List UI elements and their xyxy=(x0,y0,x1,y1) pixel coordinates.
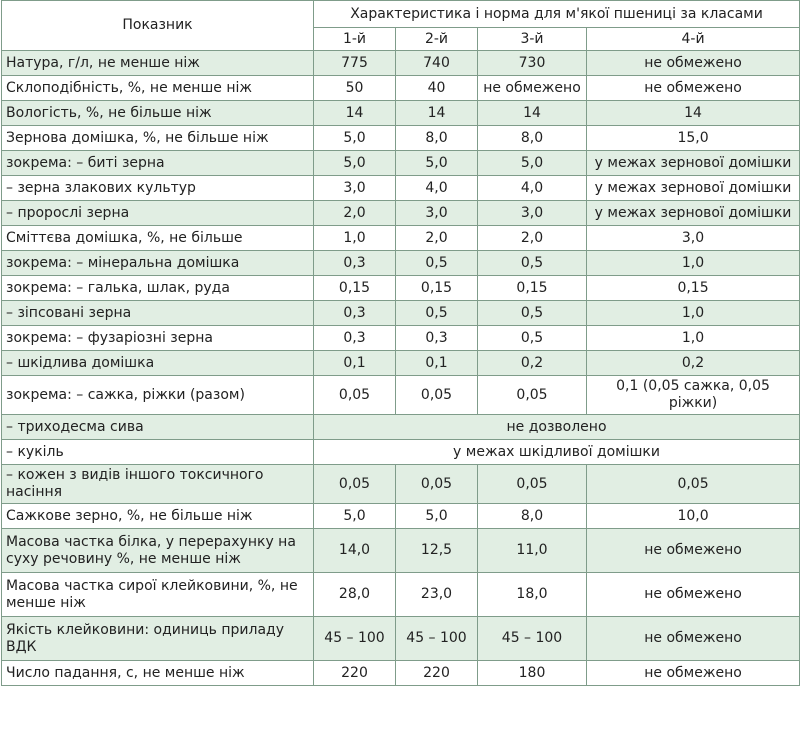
cell-class-4: 15,0 xyxy=(587,126,800,151)
cell-class-3: 11,0 xyxy=(478,529,587,573)
cell-class-1: 14,0 xyxy=(314,529,396,573)
cell-class-1: 0,3 xyxy=(314,251,396,276)
cell-class-2: 740 xyxy=(396,51,478,76)
row-label: зокрема: – сажка, ріжки (разом) xyxy=(2,376,314,415)
cell-class-1: 28,0 xyxy=(314,573,396,617)
cell-class-2: 12,5 xyxy=(396,529,478,573)
table-row xyxy=(2,301,800,326)
table-row xyxy=(2,151,800,176)
cell-class-1: 14 xyxy=(314,101,396,126)
row-label: – шкідлива домішка xyxy=(2,351,314,376)
cell-class-4: 1,0 xyxy=(587,326,800,351)
cell-class-4: 0,2 xyxy=(587,351,800,376)
row-label: – кожен з видів іншого токсичного насіння xyxy=(2,465,314,504)
cell-class-1: 2,0 xyxy=(314,201,396,226)
cell-class-1: 0,3 xyxy=(314,326,396,351)
cell-class-2: 40 xyxy=(396,76,478,101)
cell-class-3: 0,2 xyxy=(478,351,587,376)
table-row xyxy=(2,176,800,201)
cell-class-4: не обмежено xyxy=(587,529,800,573)
table-row xyxy=(2,504,800,529)
class-header-1: 1-й xyxy=(314,28,396,51)
row-label: Якість клейковини: одиниць приладу ВДК xyxy=(2,617,314,661)
cell-class-3: не обмежено xyxy=(478,76,587,101)
row-label: – триходесма сива xyxy=(2,415,314,440)
cell-class-3: 0,05 xyxy=(478,376,587,415)
cell-class-3: 45 – 100 xyxy=(478,617,587,661)
table-row xyxy=(2,415,800,440)
cell-class-3: 14 xyxy=(478,101,587,126)
row-label: Зернова домішка, %, не більше ніж xyxy=(2,126,314,151)
table-row xyxy=(2,226,800,251)
table-row xyxy=(2,465,800,504)
cell-class-3: 0,5 xyxy=(478,251,587,276)
cell-class-2: 0,3 xyxy=(396,326,478,351)
cell-class-2: 0,15 xyxy=(396,276,478,301)
row-label: – зіпсовані зерна xyxy=(2,301,314,326)
cell-class-1: 220 xyxy=(314,661,396,686)
cell-class-3: 8,0 xyxy=(478,504,587,529)
table-row xyxy=(2,326,800,351)
cell-class-1: 0,05 xyxy=(314,376,396,415)
table-row xyxy=(2,76,800,101)
row-label: Масова частка сирої клейковини, %, не менше ніж xyxy=(2,573,314,617)
cell-class-1: 0,3 xyxy=(314,301,396,326)
class-header-4: 4-й xyxy=(587,28,800,51)
cell-class-3: 0,15 xyxy=(478,276,587,301)
cell-class-4: не обмежено xyxy=(587,573,800,617)
cell-class-2: 0,1 xyxy=(396,351,478,376)
cell-class-2: 0,05 xyxy=(396,465,478,504)
cell-class-3: 0,05 xyxy=(478,465,587,504)
row-label: Сажкове зерно, %, не більше ніж xyxy=(2,504,314,529)
cell-class-4: 0,15 xyxy=(587,276,800,301)
cell-class-3: 8,0 xyxy=(478,126,587,151)
cell-class-2: 3,0 xyxy=(396,201,478,226)
row-label: зокрема: – галька, шлак, руда xyxy=(2,276,314,301)
cell-class-4: у межах зернової домішки xyxy=(587,176,800,201)
cell-class-1: 0,05 xyxy=(314,465,396,504)
cell-class-2: 14 xyxy=(396,101,478,126)
row-label: Масова частка білка, у перерахунку на суху речовину %, не менше ніж xyxy=(2,529,314,573)
row-label: Сміттєва домішка, %, не більше xyxy=(2,226,314,251)
row-label: Вологість, %, не більше ніж xyxy=(2,101,314,126)
row-label: зокрема: – биті зерна xyxy=(2,151,314,176)
cell-class-4: 1,0 xyxy=(587,301,800,326)
cell-class-1: 775 xyxy=(314,51,396,76)
cell-class-1: 1,0 xyxy=(314,226,396,251)
table-row xyxy=(2,251,800,276)
class-header-3: 3-й xyxy=(478,28,587,51)
cell-class-3: 0,5 xyxy=(478,301,587,326)
cell-class-4: 10,0 xyxy=(587,504,800,529)
cell-class-1: 0,1 xyxy=(314,351,396,376)
row-label: – кукіль xyxy=(2,440,314,465)
cell-class-2: 5,0 xyxy=(396,504,478,529)
cell-class-4: не обмежено xyxy=(587,617,800,661)
cell-class-4: 0,05 xyxy=(587,465,800,504)
merged-cell: не дозволено xyxy=(314,415,800,440)
cell-class-4: не обмежено xyxy=(587,76,800,101)
table-row xyxy=(2,126,800,151)
cell-class-2: 0,5 xyxy=(396,251,478,276)
row-label: зокрема: – фузаріозні зерна xyxy=(2,326,314,351)
cell-class-3: 5,0 xyxy=(478,151,587,176)
cell-class-1: 45 – 100 xyxy=(314,617,396,661)
cell-class-4: 1,0 xyxy=(587,251,800,276)
cell-class-3: 180 xyxy=(478,661,587,686)
cell-class-3: 4,0 xyxy=(478,176,587,201)
cell-class-4: не обмежено xyxy=(587,51,800,76)
cell-class-2: 45 – 100 xyxy=(396,617,478,661)
table-row xyxy=(2,276,800,301)
cell-class-1: 5,0 xyxy=(314,151,396,176)
cell-class-3: 2,0 xyxy=(478,226,587,251)
cell-class-1: 5,0 xyxy=(314,126,396,151)
indicator-header: Показник xyxy=(2,1,314,51)
cell-class-1: 50 xyxy=(314,76,396,101)
row-label: – зерна злакових культур xyxy=(2,176,314,201)
cell-class-3: 730 xyxy=(478,51,587,76)
cell-class-2: 2,0 xyxy=(396,226,478,251)
table-row xyxy=(2,201,800,226)
cell-class-4: 0,1 (0,05 сажка, 0,05 ріжки) xyxy=(587,376,800,415)
cell-class-2: 0,5 xyxy=(396,301,478,326)
cell-class-2: 23,0 xyxy=(396,573,478,617)
table-row xyxy=(2,529,800,573)
table-row xyxy=(2,51,800,76)
table-row xyxy=(2,661,800,686)
table-row xyxy=(2,351,800,376)
row-label: Склоподібність, %, не менше ніж xyxy=(2,76,314,101)
table-row xyxy=(2,617,800,661)
cell-class-2: 5,0 xyxy=(396,151,478,176)
cell-class-4: 14 xyxy=(587,101,800,126)
cell-class-4: 3,0 xyxy=(587,226,800,251)
cell-class-2: 0,05 xyxy=(396,376,478,415)
row-label: – пророслі зерна xyxy=(2,201,314,226)
cell-class-3: 3,0 xyxy=(478,201,587,226)
cell-class-1: 0,15 xyxy=(314,276,396,301)
table-row xyxy=(2,101,800,126)
cell-class-4: у межах зернової домішки xyxy=(587,201,800,226)
cell-class-4: у межах зернової домішки xyxy=(587,151,800,176)
cell-class-2: 4,0 xyxy=(396,176,478,201)
row-label: Натура, г/л, не менше ніж xyxy=(2,51,314,76)
table-row xyxy=(2,440,800,465)
table-row xyxy=(2,573,800,617)
cell-class-4: не обмежено xyxy=(587,661,800,686)
cell-class-2: 220 xyxy=(396,661,478,686)
cell-class-1: 5,0 xyxy=(314,504,396,529)
row-label: Число падання, с, не менше ніж xyxy=(2,661,314,686)
cell-class-2: 8,0 xyxy=(396,126,478,151)
wheat-norms-table xyxy=(1,0,800,686)
class-header-2: 2-й xyxy=(396,28,478,51)
row-label: зокрема: – мінеральна домішка xyxy=(2,251,314,276)
cell-class-3: 0,5 xyxy=(478,326,587,351)
class-group-header: Характеристика і норма для м'якої пшениці за класами xyxy=(314,1,800,28)
cell-class-3: 18,0 xyxy=(478,573,587,617)
merged-cell: у межах шкідливої домішки xyxy=(314,440,800,465)
cell-class-1: 3,0 xyxy=(314,176,396,201)
table-row xyxy=(2,376,800,415)
